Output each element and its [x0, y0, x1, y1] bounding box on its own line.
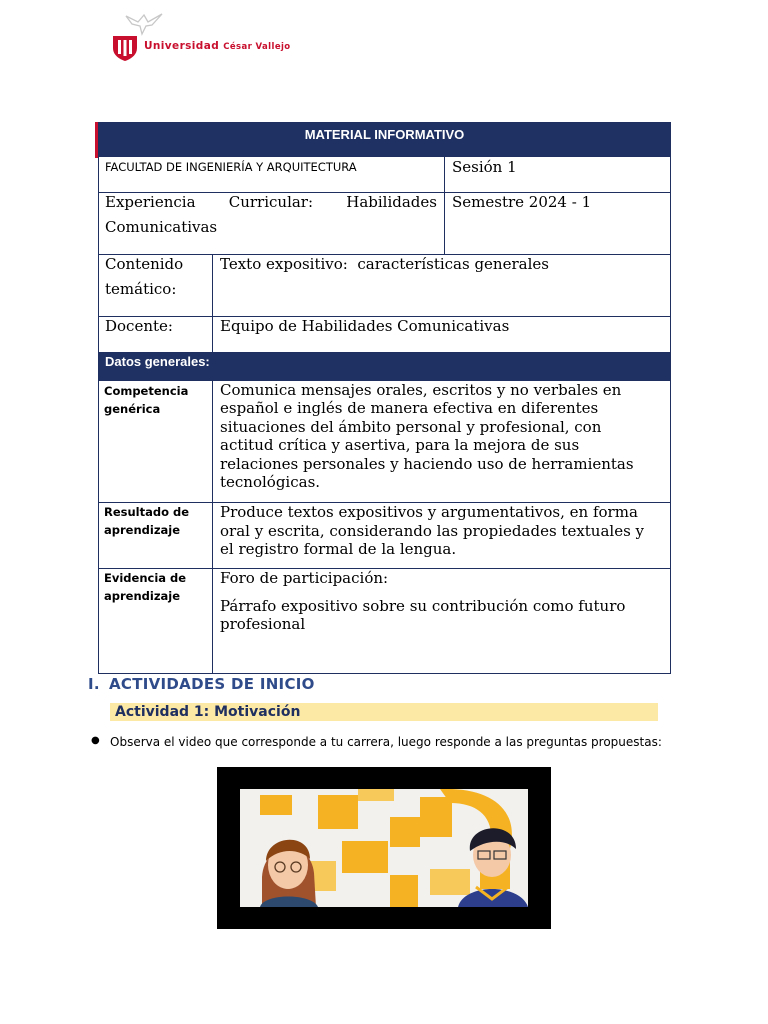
university-name: Universidad César Vallejo: [144, 40, 291, 52]
shield-icon: [112, 34, 138, 62]
general-data-title: Datos generales:: [105, 354, 210, 369]
evidence-label-cell: [98, 568, 214, 674]
section-title: ACTIVIDADES DE INICIO: [109, 675, 315, 693]
evidence-value-cell: [212, 568, 671, 674]
university-logo: [110, 8, 300, 68]
general-data-header: [98, 352, 671, 382]
teacher-value: Equipo de Habilidades Comunicativas: [220, 317, 510, 335]
session-cell: [444, 156, 671, 194]
competence-label-line-2: genérica: [104, 402, 161, 416]
semester-text: Semestre 2024 - 1: [452, 193, 592, 211]
result-value-cell: [212, 502, 671, 570]
faculty-text: FACULTAD DE INGENIERÍA Y ARQUITECTURA: [105, 160, 357, 174]
competence-label-cell: [98, 380, 214, 504]
table-header: [98, 122, 671, 158]
video-illustration: [240, 789, 528, 907]
result-label-cell: [98, 502, 214, 570]
table-header-title: MATERIAL INFORMATIVO: [304, 127, 465, 142]
session-text: Sesión 1: [452, 158, 517, 176]
evidence-line-2: Párrafo expositivo sobre su contribución como futuro: [220, 597, 626, 615]
evidence-label-line-1: Evidencia de: [104, 571, 187, 585]
experience-line-1: Experiencia Curricular: Habilidades: [105, 193, 437, 211]
teacher-value-cell: [212, 316, 671, 354]
experience-cell: [98, 192, 446, 256]
instruction-text: Observa el video que corresponde a tu carrera, luego responde a las preguntas propuestas:: [110, 735, 662, 749]
evidence-line-3: profesional: [220, 615, 306, 633]
evidence-line-1: Foro de participación:: [220, 569, 389, 587]
evidence-label-line-2: aprendizaje: [104, 589, 181, 603]
content-value: Texto expositivo: características generales: [220, 255, 549, 273]
bullet-icon: ●: [91, 735, 100, 746]
competence-text: Comunica mensajes orales, escritos y no verbales en español e inglés de manera efectiva en diferentes situaciones del ámbito personal y profesional, con actitud crítica y asertiva, para la mejora de sus relaciones personales y haciendo uso de herramientas tecnológicas.: [220, 381, 634, 492]
competence-value-cell: [212, 380, 671, 504]
section-heading: [88, 675, 315, 693]
content-label-line-2: temático:: [105, 280, 177, 298]
teacher-label-cell: [98, 316, 214, 354]
section-number: I.: [88, 675, 100, 693]
activity-title: Actividad 1: Motivación: [115, 704, 301, 720]
video-thumbnail[interactable]: [240, 789, 528, 907]
result-text: Produce textos expositivos y argumentativos, en forma oral y escrita, considerando las propiedades textuales y el registro formal de la lengua.: [220, 503, 645, 558]
teacher-label: Docente:: [105, 317, 173, 335]
content-label-line-1: Contenido: [105, 255, 184, 273]
content-value-cell: [212, 254, 671, 318]
semester-cell: [444, 192, 671, 256]
content-label-cell: [98, 254, 214, 318]
experience-line-2: Comunicativas: [105, 218, 218, 236]
result-label-line-2: aprendizaje: [104, 523, 181, 537]
result-label-line-1: Resultado de: [104, 505, 190, 519]
competence-label-line-1: Competencia: [104, 384, 189, 398]
faculty-cell: [98, 156, 446, 194]
